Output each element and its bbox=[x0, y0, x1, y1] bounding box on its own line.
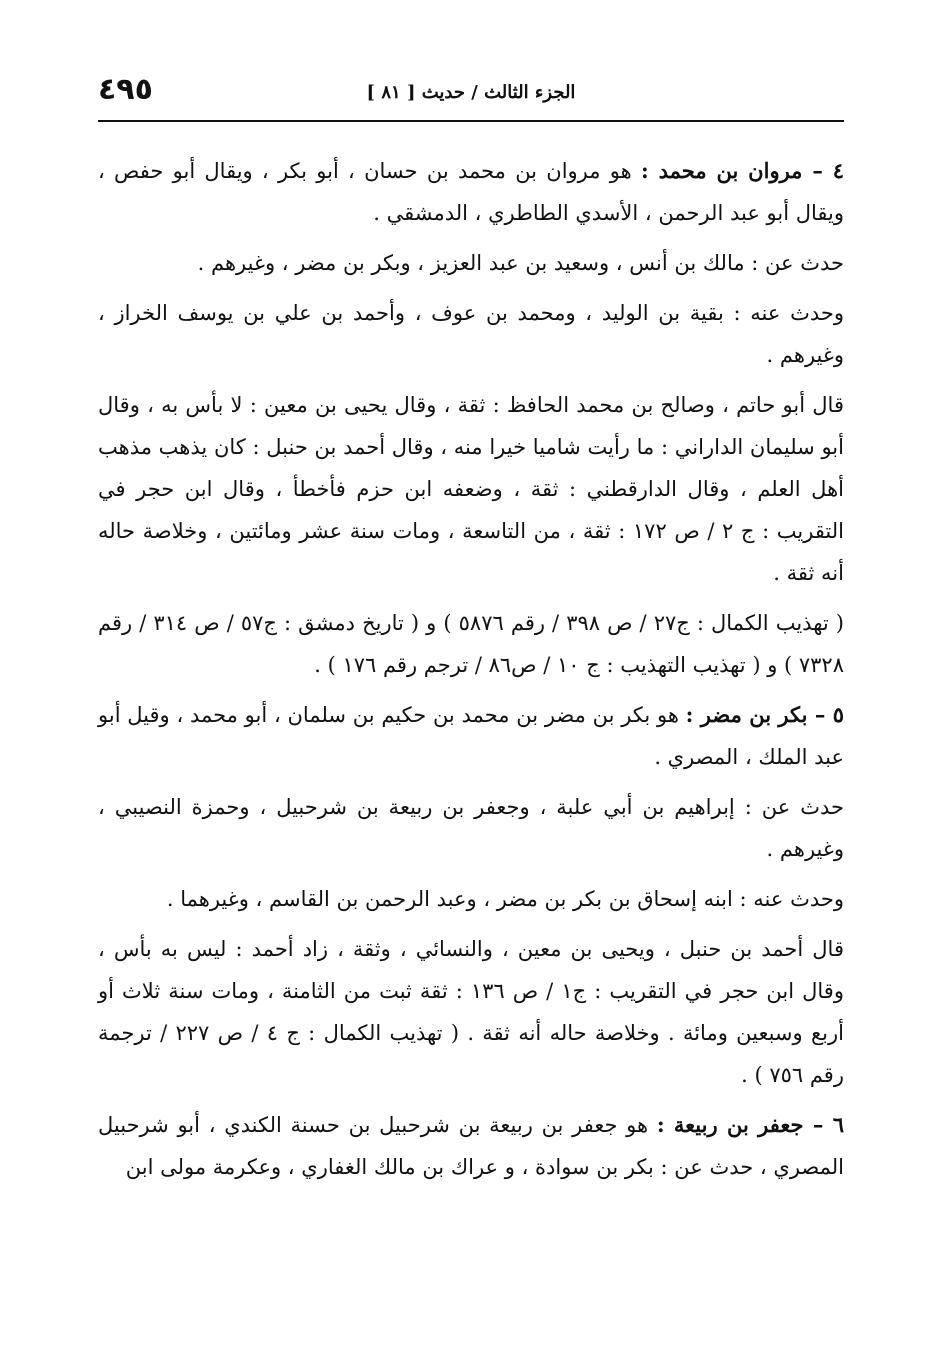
entry-4-references: ( تهذيب الكمال : ج٢٧ / ص ٣٩٨ / رقم ٥٨٧٦ ) و ( تاريخ دمشق : ج٥٧ / ص ٣١٤ / رقم ٧٣٢٨ ) و ( تهذيب التهذيب : ج ١٠ / ص٨٦ / ترجم رقم ١٧٦ ) . bbox=[98, 611, 844, 677]
header-rule bbox=[98, 120, 844, 122]
entry-5-grading: قال أحمد بن حنبل ، ويحيى بن معين ، والنسائي ، وثقة ، زاد أحمد : ليس به بأس ، وقال ابن حجر في التقريب : ج١ / ص ١٣٦ : ثقة ثبت من الثامنة ، ومات سنة ثلاث أو أربع وسبعين ومائة . وخلاصة حاله أنه ثقة . ( تهذيب الكمال : ج ٤ / ص ٢٢٧ / ترجمة رقم ٧٥٦ ) . bbox=[98, 937, 844, 1087]
entry-5-heading: ٥ – بكر بن مضر : bbox=[685, 702, 844, 727]
entry-6-heading: ٦ – جعفر بن ربيعة : bbox=[656, 1112, 844, 1137]
entry-4-heading: ٤ – مروان بن محمد : bbox=[640, 158, 844, 183]
entry-5-narrated-by: وحدث عنه : ابنه إسحاق بن بكر بن مضر ، وعبد الرحمن بن القاسم ، وغيرهما . bbox=[166, 887, 844, 911]
entry-6-intro-text: هو جعفر بن ربيعة بن شرحبيل بن حسنة الكندي ، أبو شرحبيل المصري ، حدث عن : بكر بن سوادة ، و عراك بن مالك الغفاري ، وعكرمة مولى ابن bbox=[98, 1113, 844, 1179]
entry-5-narrated-from: حدث عن : إبراهيم بن أبي علبة ، وجعفر بن ربيعة بن شرحبيل ، وحمزة النصيبي ، وغيرهم . bbox=[98, 795, 844, 861]
page-number: ٤٩٥ bbox=[98, 72, 153, 107]
entry-4-intro-text: هو مروان بن محمد بن حسان ، أبو بكر ، ويقال أبو حفص ، ويقال أبو عبد الرحمن ، الأسدي الطاطري ، الدمشقي . bbox=[98, 159, 844, 225]
page-body bbox=[98, 150, 844, 1275]
entry-5-intro-text: هو بكر بن مضر بن محمد بن حكيم بن سلمان ، أبو محمد ، وقيل أبو عبد الملك ، المصري . bbox=[98, 703, 844, 769]
entry-4-grading: قال أبو حاتم ، وصالح بن محمد الحافظ : ثقة ، وقال يحيى بن معين : لا بأس به ، وقال أبو سليمان الداراني : ما رأيت شاميا خيرا منه ، وقال أحمد بن حنبل : كان يذهب مذهب أهل العلم ، وقال الدارقطني : ثقة ، وضعفه ابن حزم فأخطأ ، وقال ابن حجر في التقريب : ج ٢ / ص ١٧٢ : ثقة ، من التاسعة ، ومات سنة عشر ومائتين ، وخلاصة حاله أنه ثقة . bbox=[98, 393, 845, 585]
running-head: الجزء الثالث / حديث [ ٨١ ] bbox=[366, 82, 576, 103]
entry-4-intro bbox=[98, 150, 844, 234]
page-header bbox=[98, 66, 844, 122]
entry-4-narrated-by: وحدث عنه : بقية بن الوليد ، ومحمد بن عوف ، وأحمد بن علي بن يوسف الخراز ، وغيرهم . bbox=[98, 301, 844, 367]
entry-4-narrated-from: حدث عن : مالك بن أنس ، وسعيد بن عبد العزيز ، وبكر بن مضر ، وغيرهم . bbox=[197, 251, 844, 275]
entry-6-intro bbox=[98, 1104, 844, 1188]
entry-5-intro bbox=[98, 694, 844, 778]
